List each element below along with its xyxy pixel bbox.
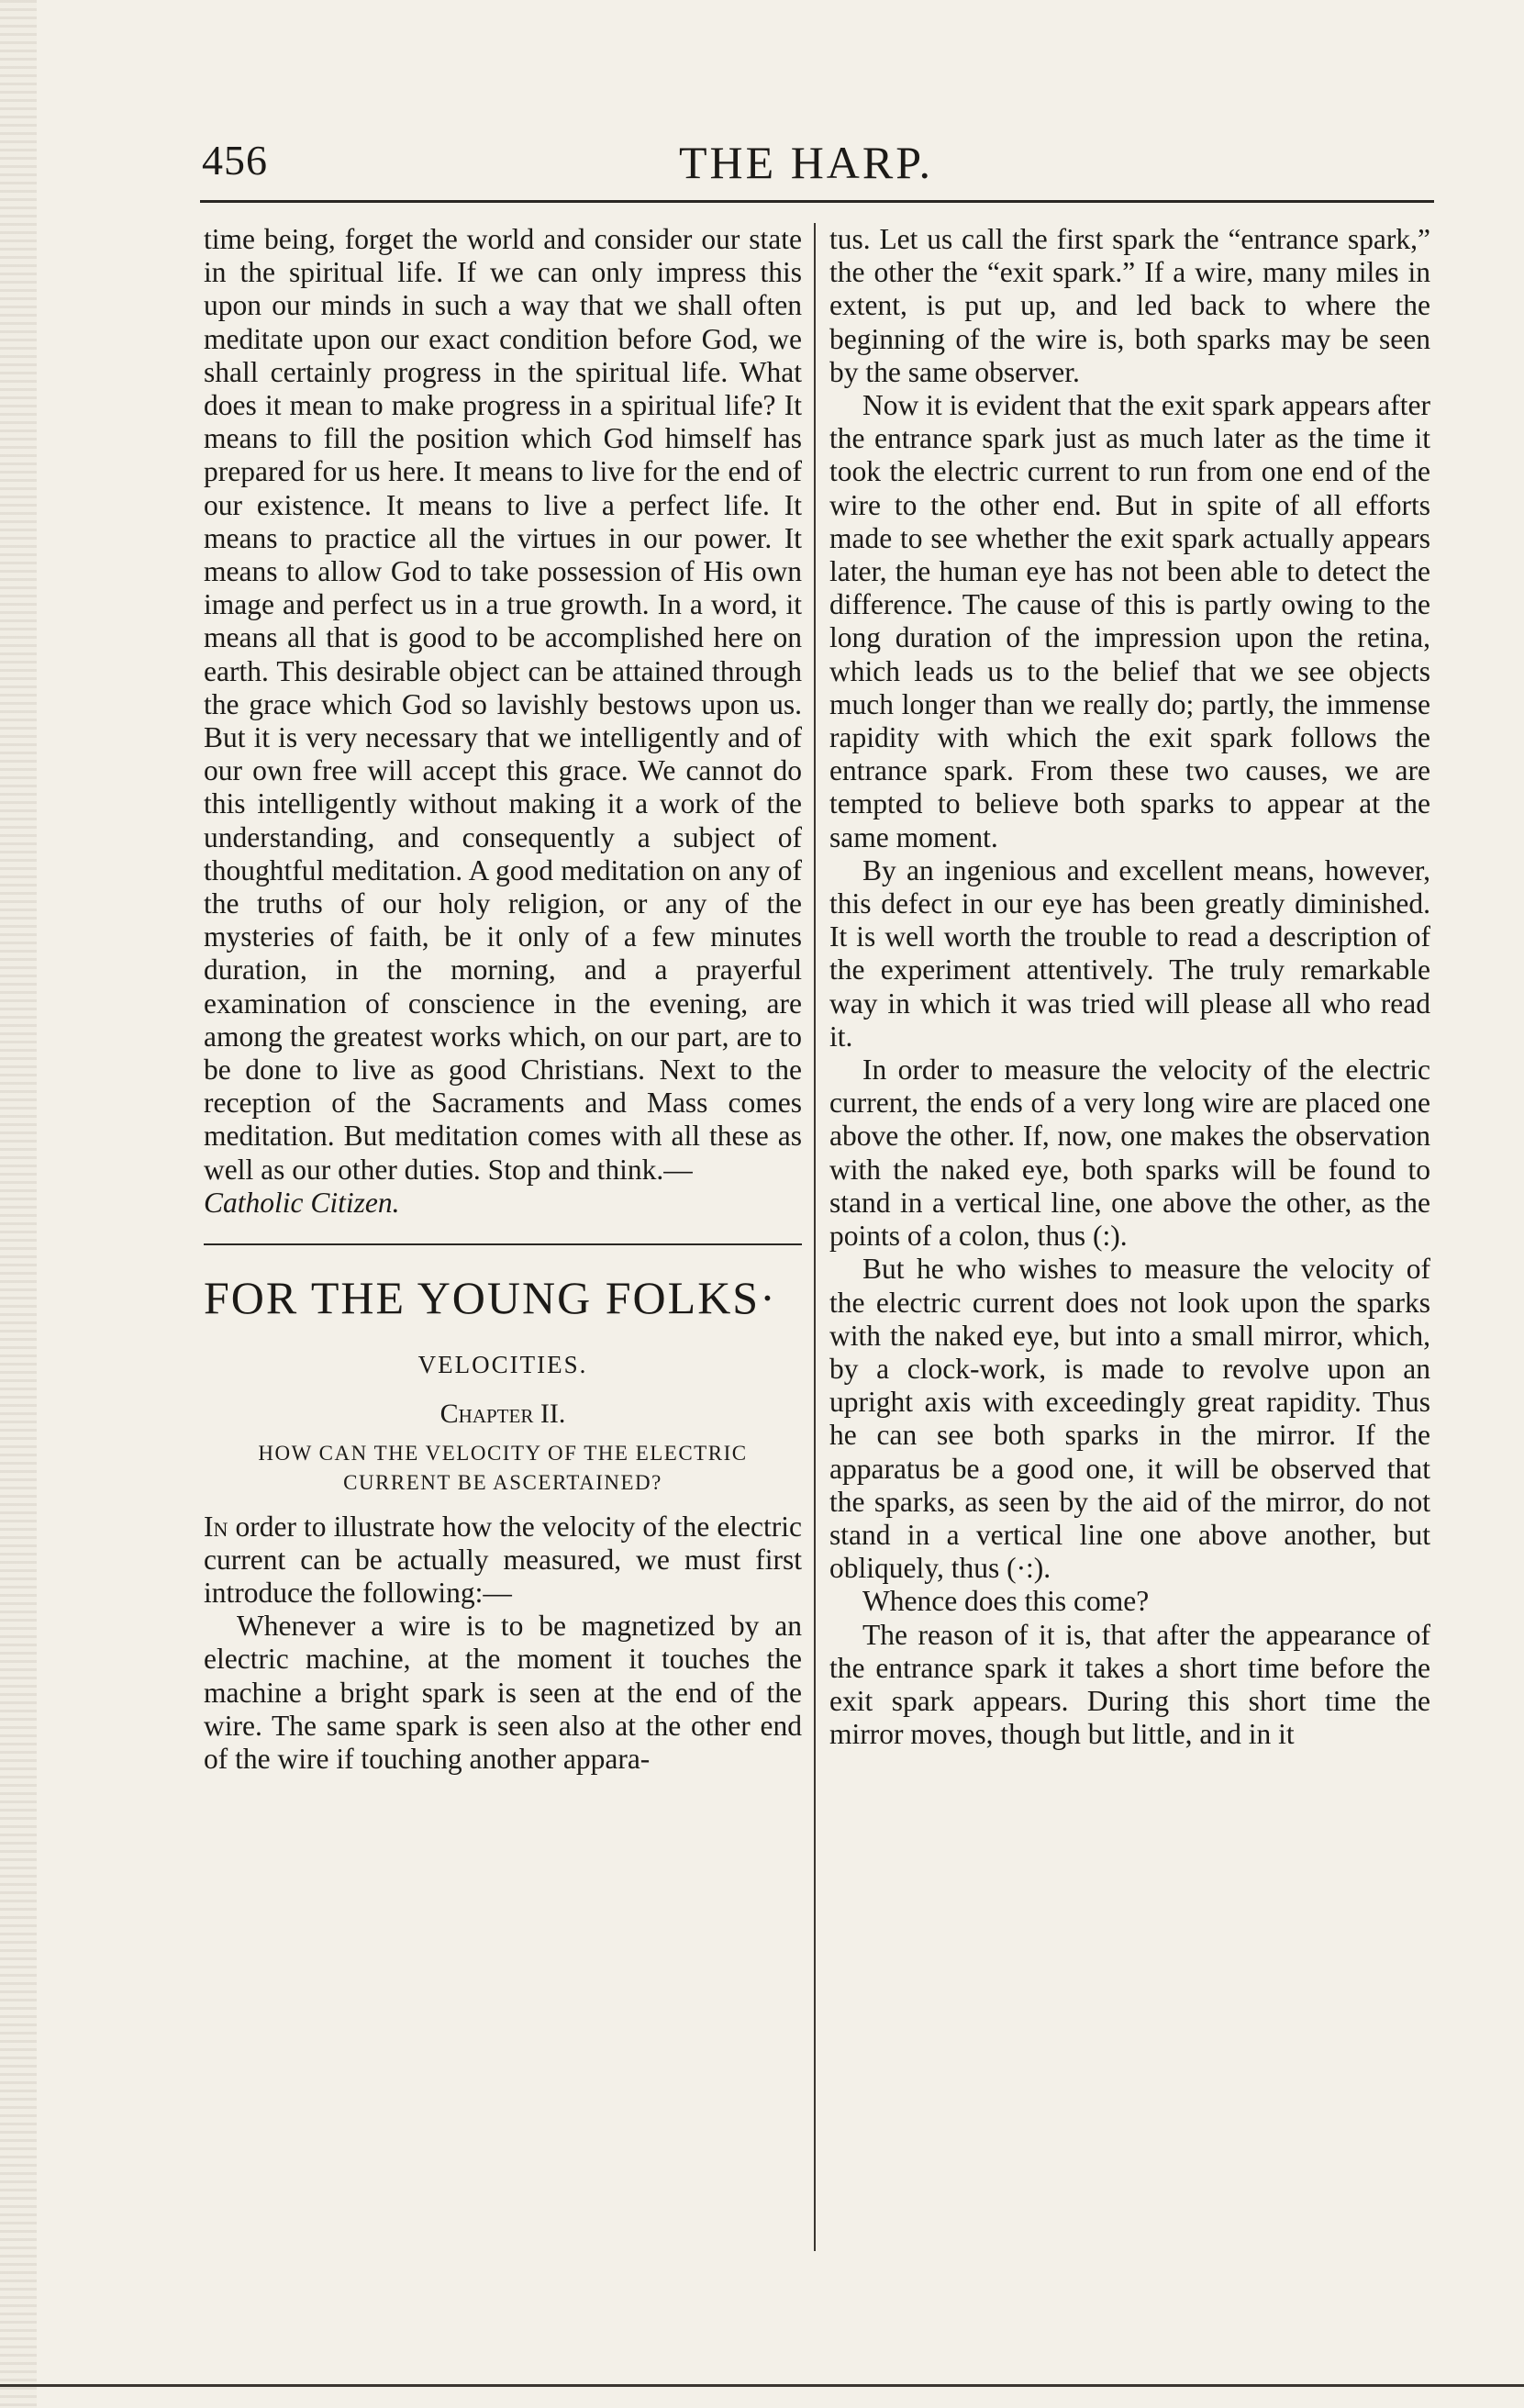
paragraph-text: order to illustrate how the velocity of the electric current can be actually measured, we must first introduce the following:—	[204, 1510, 802, 1609]
left-column	[204, 223, 802, 2058]
body-paragraph: But he who wishes to measure the velocity of the electric current does not look upon the sparks with the naked eye, but into a small mirror, which, by a clock-work, is made to revolve upon an upright axis with exceedingly great rapidity. Thus he can see both sparks in the mirror. If the apparatus be a good one, it will be observed that the sparks, as seen by the aid of the mirror, do not stand in a vertical line one above another, but obliquely, thus (·:).	[829, 1253, 1430, 1585]
page-header	[202, 136, 1431, 200]
running-title: THE HARP.	[679, 137, 934, 188]
article-title: VELOCITIES.	[417, 1351, 588, 1379]
header-rule	[200, 200, 1434, 203]
body-paragraph: In order to measure the velocity of the electric current, the ends of a very long wire are placed one above the other. If, now, one makes the observation with the naked eye, both sparks will be found to stand in a vertical line, one above the other, as the points of a colon, thus (:).	[829, 1054, 1430, 1253]
continued-paragraph: time being, forget the world and consider our state in the spiritual life. If we can only impress this upon our minds in such a way that we shall often meditate upon our exact condition before God, we shall certainly progress in the spiritual life. What does it mean to make progress in a spiritual life? It means to fill the position which God himself has prepared for us here. It means to live for the end of our existence. It means to live a perfect life. It means to practice all the virtues in our power. It means to allow God to take possession of His own image and perfect us in a true growth. In a word, it means all that is good to be accomplished here on earth. This desirable object can be attained through the grace which God so lavishly bestows upon us. But it is very necessary that we intelligently and of our own free will accept this grace. We cannot do this intelligently without making it a work of the understanding, and consequently a subject of thoughtful meditation. A good meditation on any of the truths of our holy religion, or any of the mysteries of faith, be it only of a few minutes duration, in the morning, and a prayerful examination of conscience in the evening, are among the greatest works which, on our part, are to be done to live as good Christians. Next to the reception of the Sacraments and Mass comes meditation. But meditation comes with all these as well as our other duties. Stop and think.—	[204, 223, 802, 1186]
body-paragraph: Whence does this come?	[862, 1585, 1150, 1618]
body-paragraph: Now it is evident that the exit spark appears after the entrance spark just as much later as the time it took the electric current to run from one end of the wire to the other end. But in spite of all efforts made to see whether the exit spark actually appears later, the human eye has not been able to detect the difference. The cause of this is partly owing to the long duration of the impression upon the retina, which leads us to the belief that we see objects much longer than we really do; partly, the immense rapidity with which the exit spark follows the entrance spark. From these two causes, we are tempted to believe both sparks to appear at the same moment.	[829, 389, 1430, 853]
bottom-rule	[0, 2384, 1524, 2387]
body-paragraph: By an ingenious and excellent means, however, this defect in our eye has been greatly diminished. It is well worth the trouble to read a description of the experiment attentively. The truly remarkable way in which it was tried will please all who read it.	[829, 853, 1430, 1053]
drop-word: In	[204, 1510, 228, 1543]
body-paragraph	[204, 1511, 802, 1611]
chapter-heading: Chapter II.	[439, 1399, 566, 1430]
binding-edge	[0, 0, 37, 2408]
section-heading: FOR THE YOUNG FOLKS·	[204, 1272, 777, 1324]
right-column	[829, 223, 1430, 2242]
attribution: Catholic Citizen.	[204, 1186, 400, 1219]
chapter-subtitle: HOW CAN THE VELOCITY OF THE ELECTRIC CURRENT BE ASCERTAINED?	[258, 1441, 748, 1494]
body-paragraph: tus. Let us call the first spark the “entrance spark,” the other the “exit spark.” If a wire, many miles in extent, is put up, and led back to where the beginning of the wire is, both sparks may be seen by the same observer.	[829, 223, 1430, 388]
section-rule	[204, 1243, 802, 1245]
body-paragraph: The reason of it is, that after the appearance of the entrance spark it takes a short time before the exit spark appears. During this short time the mirror moves, though but little, and in it	[829, 1618, 1430, 1751]
column-divider	[814, 223, 816, 2251]
page-number: 456	[202, 137, 268, 184]
body-paragraph: Whenever a wire is to be magnetized by an electric machine, at the moment it touches the machine a bright spark is seen at the end of the wire. The same spark is seen also at the other end of the wire if touching another appara-	[204, 1610, 802, 1775]
